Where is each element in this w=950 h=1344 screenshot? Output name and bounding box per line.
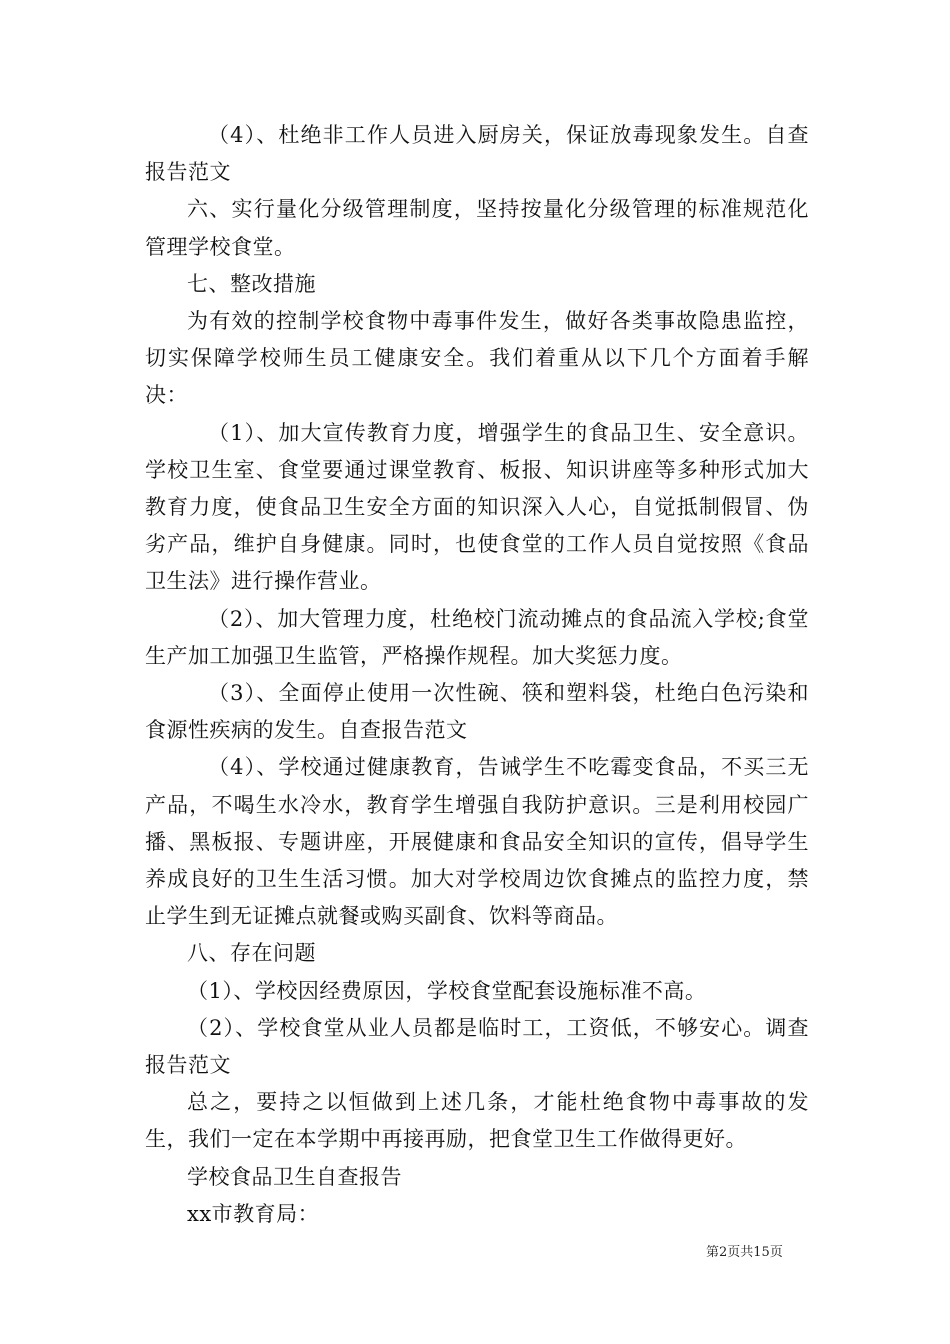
heading-section-seven: 七、整改措施 [187, 271, 316, 296]
paragraph-report-title: 学校食品卫生自查报告 [187, 1164, 402, 1189]
paragraph-problem-1: （1）、学校因经费原因，学校食堂配套设施标准不高。 [187, 978, 707, 1003]
paragraph-conclusion: 总之，要持之以恒做到上述几条，才能杜绝食物中毒事故的发生，我们一定在本学期中再接再励，把食堂卫生工作做得更好。 [145, 1090, 809, 1152]
paragraph-measure-1: （1）、加大宣传教育力度，增强学生的食品卫生、安全意识。学校卫生室、食堂要通过课堂教育、板报、知识讲座等多种形式加大教育力度，使食品卫生安全方面的知识深入人心，自觉抵制假冒、伪劣产品，维护自身健康。同时，也使食堂的工作人员自觉按照《食品卫生法》进行操作营业。 [145, 420, 809, 594]
paragraph-measure-2: （2）、加大管理力度，杜绝校门流动摊点的食品流入学校;食堂生产加工加强卫生监管，严格操作规程。加大奖惩力度。 [145, 606, 809, 668]
document-body [145, 117, 809, 1233]
paragraph-problem-2: （2）、学校食堂从业人员都是临时工，工资低，不够安心。调查报告范文 [145, 1015, 809, 1078]
paragraph-addressee: xx市教育局： [187, 1201, 320, 1226]
page-number: 第2页共15页 [706, 1245, 783, 1260]
paragraph-item-4-kitchen-access: （4）、杜绝非工作人员进入厨房关，保证放毒现象发生。自查报告范文 [145, 123, 809, 185]
paragraph-rectification-intro: 为有效的控制学校食物中毒事件发生，做好各类事故隐患监控，切实保障学校师生员工健康安全。我们着重从以下几个方面着手解决： [145, 309, 809, 408]
heading-section-eight: 八、存在问题 [187, 941, 316, 966]
paragraph-measure-4: （4）、学校通过健康教育，告诫学生不吃霉变食品，不买三无产品，不喝生水冷水，教育学生增强自我防护意识。三是利用校园广播、黑板报、专题讲座，开展健康和食品安全知识的宣传，倡导学生养成良好的卫生生活习惯。加大对学校周边饮食摊点的监控力度，禁止学生到无证摊点就餐或购买副食、饮料等商品。 [145, 755, 809, 929]
paragraph-section-six: 六、实行量化分级管理制度，坚持按量化分级管理的标准规范化管理学校食堂。 [145, 197, 809, 259]
paragraph-measure-3: （3）、全面停止使用一次性碗、筷和塑料袋，杜绝白色污染和食源性疾病的发生。自查报告范文 [145, 681, 809, 743]
